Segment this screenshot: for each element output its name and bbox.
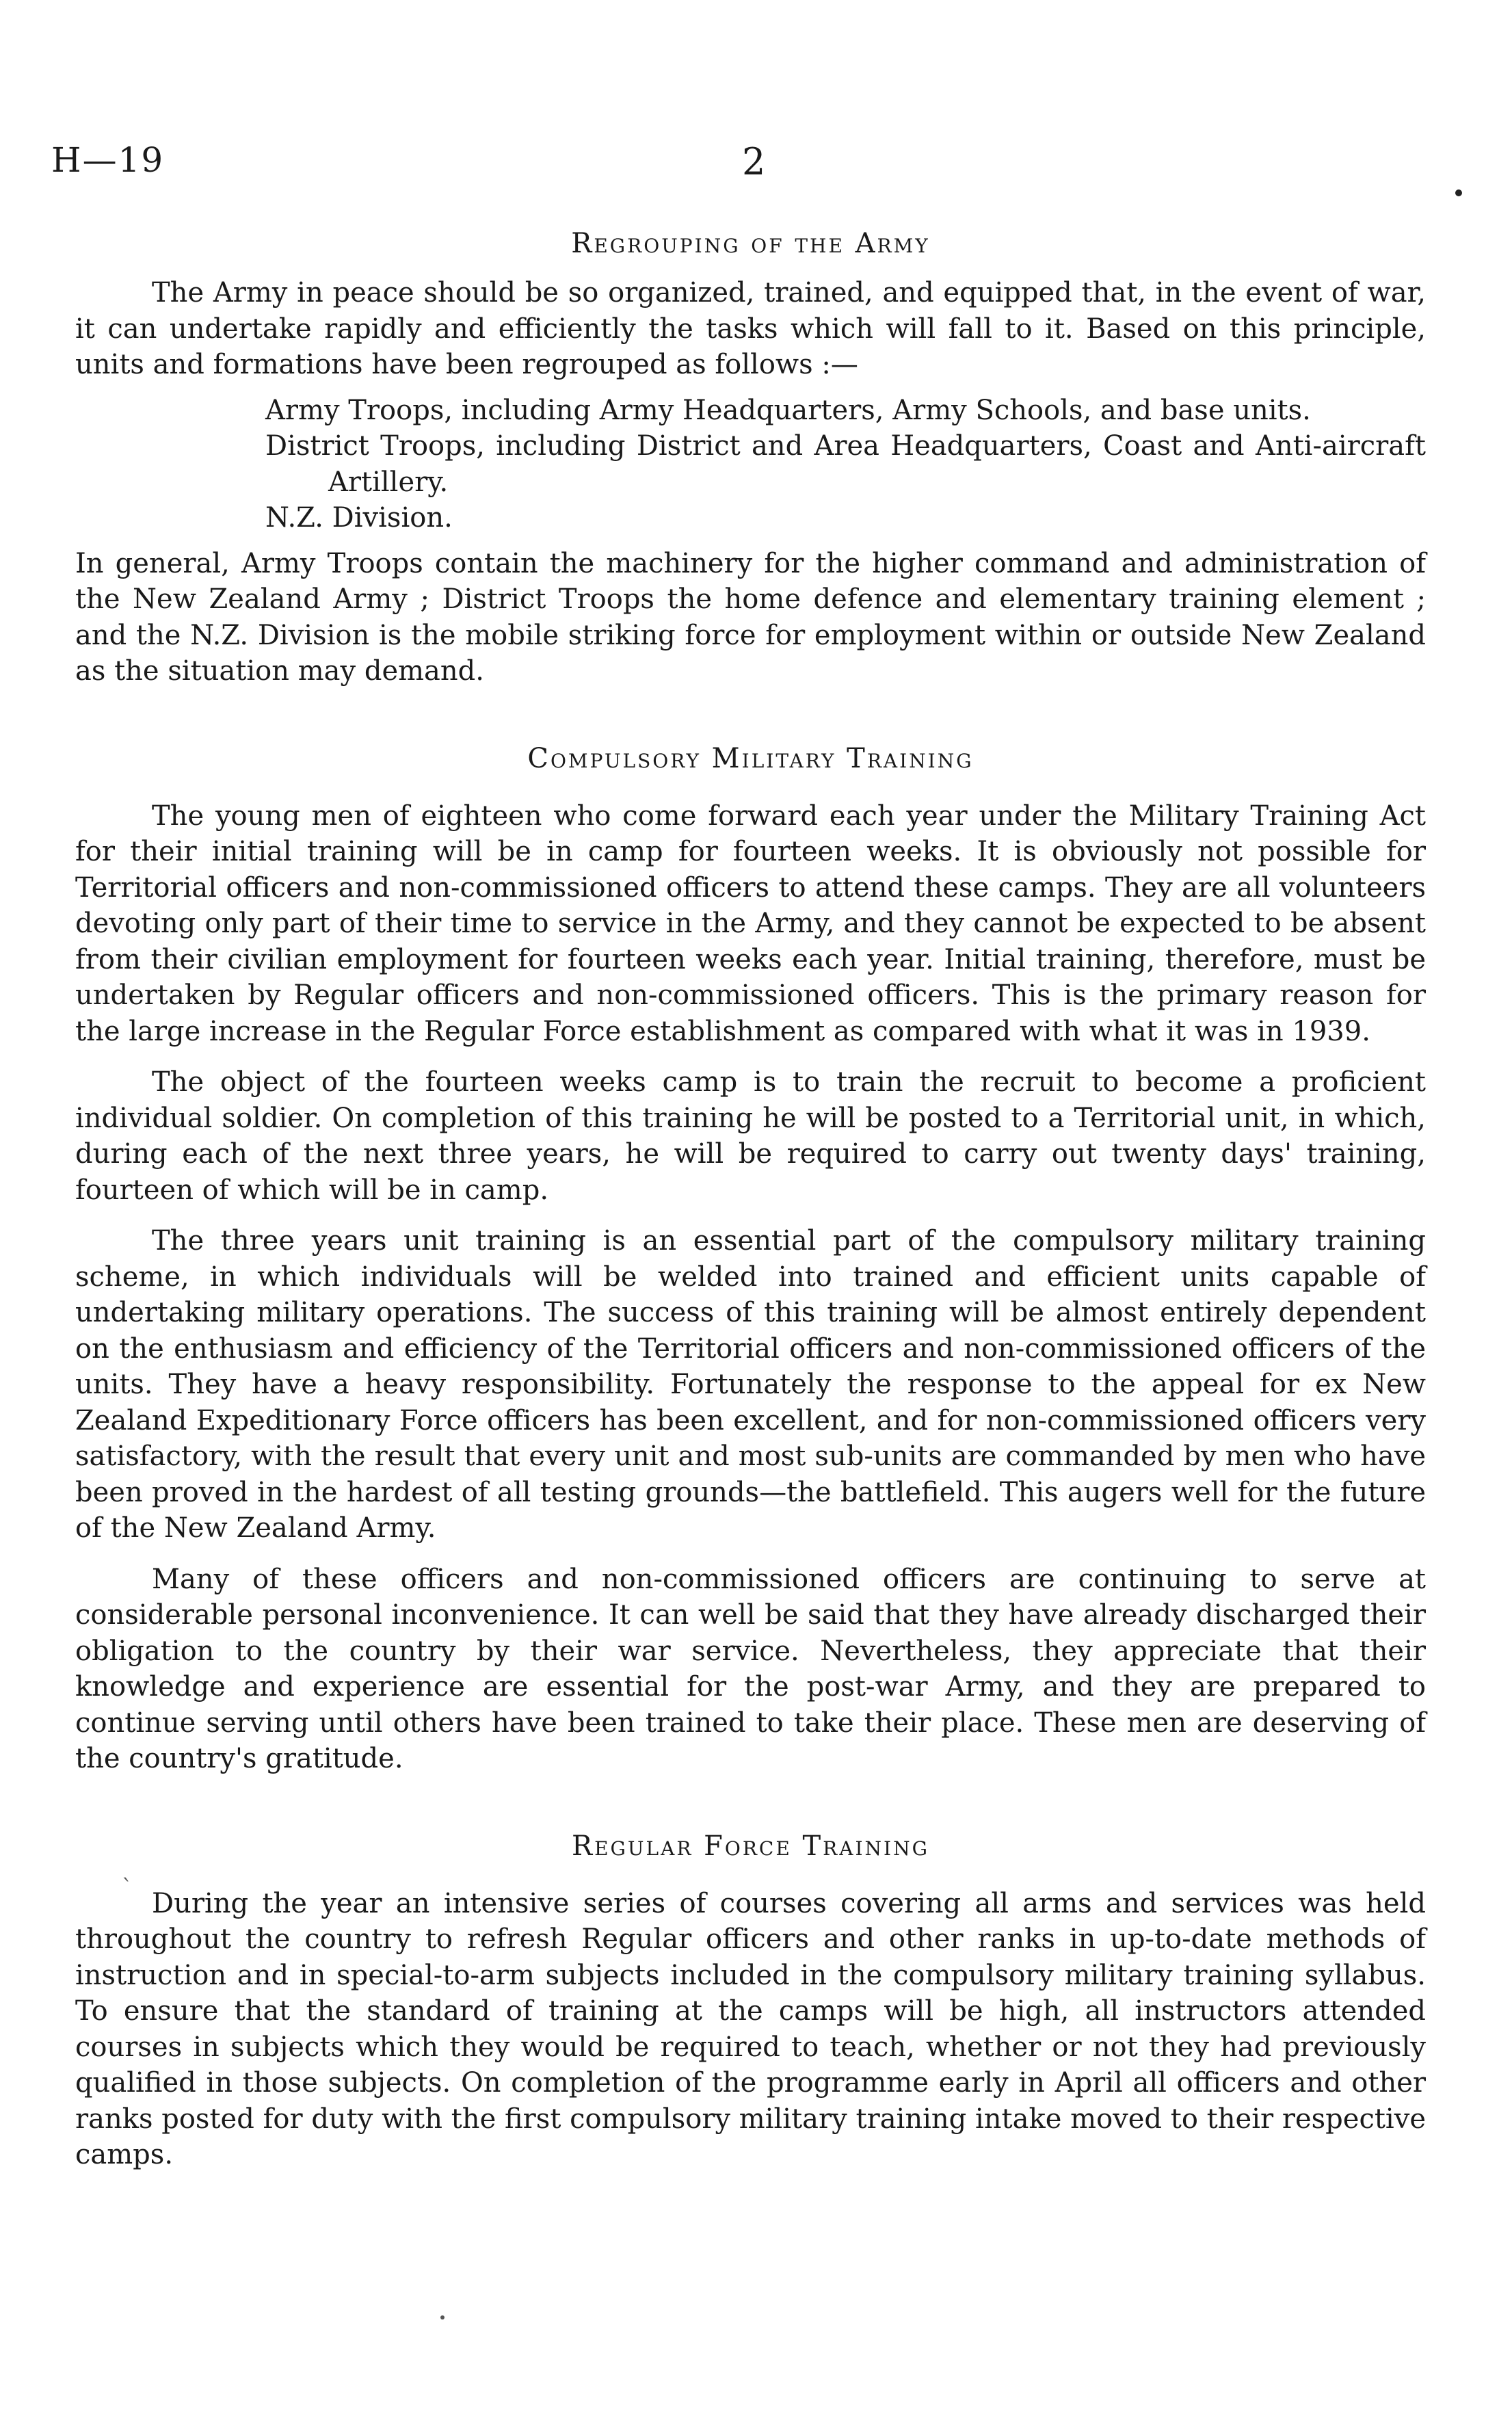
page-header xyxy=(0,140,1512,202)
document-reference: H—19 xyxy=(51,140,165,180)
list-item: District Troops, including District and Area Headquarters, Coast and Anti-aircraft Artillery. xyxy=(265,430,1426,498)
list-item: N.Z. Division. xyxy=(265,502,453,534)
paragraph: During the year an intensive series of courses covering all arms and services was held throughout the country to refresh Regular officers and other ranks in up-to-date methods of instruction and in special-to-arm subjects included in the compulsory military training syllabus. To ensure that the standard of training at the camps will be high, all instructors attended courses in subjects which they would be required to teach, whether or not they had previously qualified in those subjects. On completion of the programme early in April all officers and other ranks posted for duty with the first compulsory military training intake moved to their respective camps. xyxy=(75,1887,1426,2170)
paragraph: The young men of eighteen who come forward each year under the Military Training Act for their initial training will be in camp for fourteen weeks. It is obviously not possible for Territorial officers and non-commissioned officers to attend these camps. They are all volunteers devoting only part of their time to service in the Army, and they cannot be expected to be absent from their civilian employment for fourteen weeks each year. Initial training, therefore, must be undertaken by Regular officers and non-commissioned officers. This is the primary reason for the large increase in the Regular Force establishment as compared with what it was in 1939. xyxy=(75,800,1426,1047)
speck-mark xyxy=(440,2315,445,2320)
page-number: 2 xyxy=(742,140,766,183)
section-compulsory-training xyxy=(75,741,1426,1777)
page-body xyxy=(75,226,1426,2173)
paragraph: In general, Army Troops contain the machinery for the higher command and administration of the New Zealand Army ; District Troops the home defence and elementary training element ; and the N.Z. Division is the mobile striking force for employment within or outside New Zealand as the situation may demand. xyxy=(75,547,1426,687)
section-regrouping xyxy=(75,226,1426,689)
section-heading: Regular Force Training xyxy=(572,1830,929,1862)
section-heading: Compulsory Military Training xyxy=(527,742,974,774)
section-heading: Regrouping of the Army xyxy=(571,228,930,259)
paragraph: The Army in peace should be so organized, trained, and equipped that, in the event of war, it can undertake rapidly and efficiently the tasks which will fall to it. Based on this principle, units and formations have been regrouped as follows :— xyxy=(75,277,1426,380)
list-item: Army Troops, including Army Headquarters, Army Schools, and base units. xyxy=(265,394,1311,426)
paragraph: Many of these officers and non-commissioned officers are continuing to serve at considerable personal inconvenience. It can well be said that they have already discharged their obligation to the country by their war service. Nevertheless, they appreciate that their knowledge and experience are essential for the post-war Army, and they are prepared to continue serving until others have been trained to take their place. These men are deserving of the country's gratitude. xyxy=(75,1563,1426,1774)
section-regular-force-training xyxy=(75,1828,1426,2173)
paragraph: The object of the fourteen weeks camp is to train the recruit to become a proficient individual soldier. On completion of this training he will be posted to a Territorial unit, in which, during each of the next three years, he will be required to carry out twenty days' training, fourteen of which will be in camp. xyxy=(75,1066,1426,1206)
speck-mark xyxy=(1455,189,1462,196)
formation-list xyxy=(75,393,1426,536)
paragraph: The three years unit training is an essential part of the compulsory military training scheme, in which individuals will be welded into trained and efficient units capable of undertaking military operations. The success of this training will be almost entirely dependent on the enthusiasm and efficiency of the Territorial officers and non-commissioned officers of the units. They have a heavy responsibility. Fortunately the response to the appeal for ex New Zealand Expeditionary Force officers has been excellent, and for non-commissioned officers very satisfactory, with the result that every unit and most sub-units are commanded by men who have been proved in the hardest of all testing grounds—the battlefield. This augers well for the future of the New Zealand Army. xyxy=(75,1225,1426,1544)
stray-mark: ˋ xyxy=(122,1874,133,1900)
